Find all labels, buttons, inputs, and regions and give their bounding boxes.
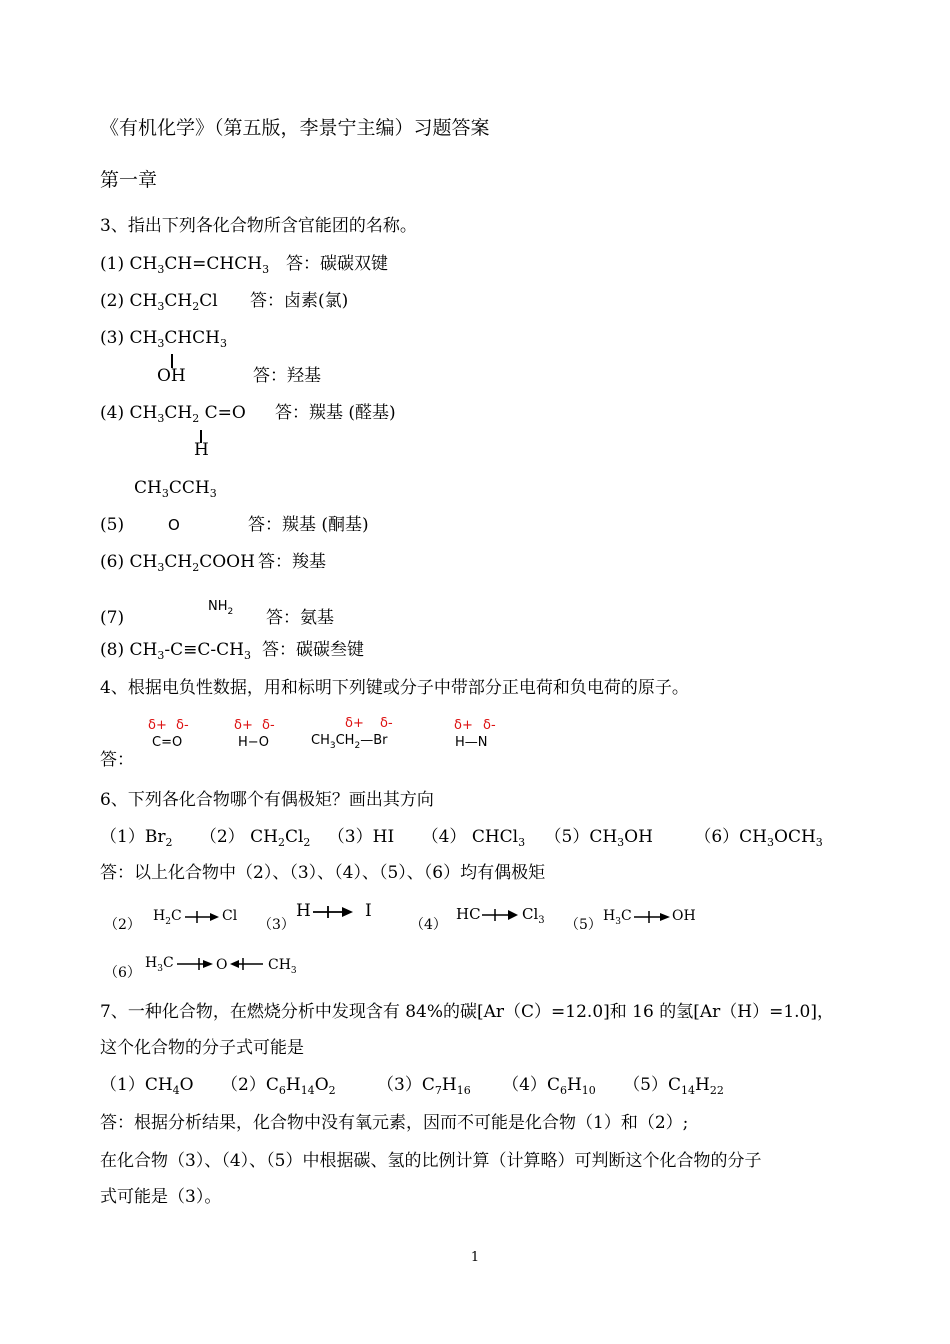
q7-answer-line1: 答：根据分析结果，化合物中没有氧元素，因而不可能是化合物（1）和（2）;: [100, 1113, 689, 1133]
delta-plus-label: δ+: [454, 718, 473, 733]
dipole-2-left: $H_2C$: [153, 908, 182, 927]
q3-answer-6: 答：羧基: [258, 552, 326, 572]
q3-answer-4: 答：羰基 (醛基): [275, 403, 396, 423]
dipole-6-number: （6）: [104, 965, 141, 981]
q3-subgroup-7: $NH_2$: [208, 599, 234, 617]
dipole-arrow: [311, 905, 355, 919]
dipole-6-middle: O: [216, 957, 228, 973]
dipole-4-right: $Cl_3$: [522, 905, 545, 926]
dipole-6-left: $H_3C$: [145, 955, 174, 974]
chapter-heading: 第一章: [100, 169, 158, 191]
question-7-prompt-line2: 这个化合物的分子式可能是: [100, 1038, 304, 1058]
bond-c-br: $CH_3CH_2—Br$: [311, 733, 388, 751]
dipole-5-left: $H_3C$: [603, 908, 632, 927]
delta-minus-label: δ-: [483, 718, 496, 733]
q7-answer-line3: 式可能是（3）。: [100, 1187, 222, 1207]
q3-subgroup-4: H: [194, 440, 209, 460]
q3-item-5-number: (5): [100, 515, 125, 535]
q3-answer-1: 答：碳碳双键: [286, 254, 388, 274]
q3-item-2: (2) $CH_3CH_2Cl$: [100, 291, 218, 313]
question-6-prompt: 6、下列各化合物哪个有偶极矩？画出其方向: [100, 790, 434, 810]
q3-item-1: (1) $CH_3CH=CHCH_3$: [100, 254, 270, 276]
q7-options: $(1)CH_4O$ $(2)C_6H_{14}O_2$ $(3)C_7H_{16}$ $(4)C_6H_{10}$ $(5)C_{14}H_{22}$: [100, 1075, 724, 1097]
bond-h-n: H—N: [455, 735, 488, 750]
question-4-prompt: 4、根据电负性数据，用和标明下列键或分子中带部分正电荷和负电荷的原子。: [100, 678, 689, 698]
q3-item-3: (3) $CH_3CHCH_3$: [100, 328, 228, 350]
dipole-arrow: [175, 957, 215, 971]
dipole-2-right: Cl: [222, 908, 238, 924]
page-number: 1: [470, 1250, 480, 1265]
dipole-3-number: （3）: [258, 917, 295, 933]
q3-answer-8: 答：碳碳叁键: [262, 640, 364, 660]
dipole-arrow: [632, 910, 672, 924]
q3-subgroup-3: OH: [157, 366, 186, 386]
q3-answer-5: 答：羰基 (酮基): [248, 515, 369, 535]
dipole-4-number: （4）: [410, 917, 447, 933]
q7-answer-line2: 在化合物（3）、（4）、（5）中根据碳、氢的比例计算（计算略）可判断这个化合物的分子: [100, 1151, 762, 1171]
dipole-2-number: （2）: [104, 917, 141, 933]
delta-plus-label: δ+: [234, 718, 253, 733]
q4-answer-label: 答：: [100, 750, 134, 770]
q3-answer-7: 答：氨基: [266, 608, 334, 628]
q3-item-4: (4) $CH_3CH_2$ C=O: [100, 403, 246, 425]
q3-subgroup-5: O: [168, 516, 180, 534]
dipole-5-right: OH: [672, 908, 696, 924]
q3-answer-2: 答：卤素(氯): [250, 291, 349, 311]
dipole-4-left: HC: [456, 905, 481, 923]
dipole-arrow: [480, 908, 520, 922]
delta-minus-label: δ-: [380, 716, 393, 731]
delta-plus-label: δ+: [148, 718, 167, 733]
dipole-5-number: （5）: [565, 917, 602, 933]
q3-item-6: (6) $CH_3CH_2COOH$: [100, 552, 255, 574]
dipole-3-left: H: [296, 901, 311, 921]
dipole-6-right: $CH_3$: [268, 957, 297, 976]
q3-answer-3: 答：羟基: [253, 366, 321, 386]
dipole-arrow-reverse: [229, 957, 265, 971]
bond-c-o: C=O: [152, 735, 183, 750]
question-3-prompt: 3、指出下列各化合物所含官能团的名称。: [100, 216, 417, 236]
dipole-3-right: I: [365, 901, 372, 921]
dipole-arrow: [183, 910, 223, 924]
q3-item-8: (8) $CH_3-C\equiv C-CH_3$: [100, 640, 251, 662]
q6-compound-list: $(1)Br_2$ （2） $CH_2Cl_2$ （3）HI （4） CHCl$_3$ $(5)CH_3OH$ $(6)CH_3OCH_3$: [100, 827, 823, 849]
q6-answer: 答：以上化合物中（2）、（3）、（4）、（5）、（6）均有偶极矩: [100, 863, 546, 883]
delta-plus-label: δ+: [345, 716, 364, 731]
delta-minus-label: δ-: [176, 718, 189, 733]
q3-item-7-number: (7): [100, 608, 125, 628]
q3-formula-5: $CH_3CCH_3$: [134, 478, 217, 500]
question-7-prompt-line1: 7、一种化合物，在燃烧分析中发现含有 84%的碳[Ar（C）=12.0]和 16 的氢[Ar（H）=1.0]，: [100, 1002, 834, 1022]
bond-h-o: H−O: [238, 735, 269, 750]
delta-minus-label: δ-: [262, 718, 275, 733]
page-title: 《有机化学》（第五版，李景宁主编）习题答案: [100, 117, 490, 139]
